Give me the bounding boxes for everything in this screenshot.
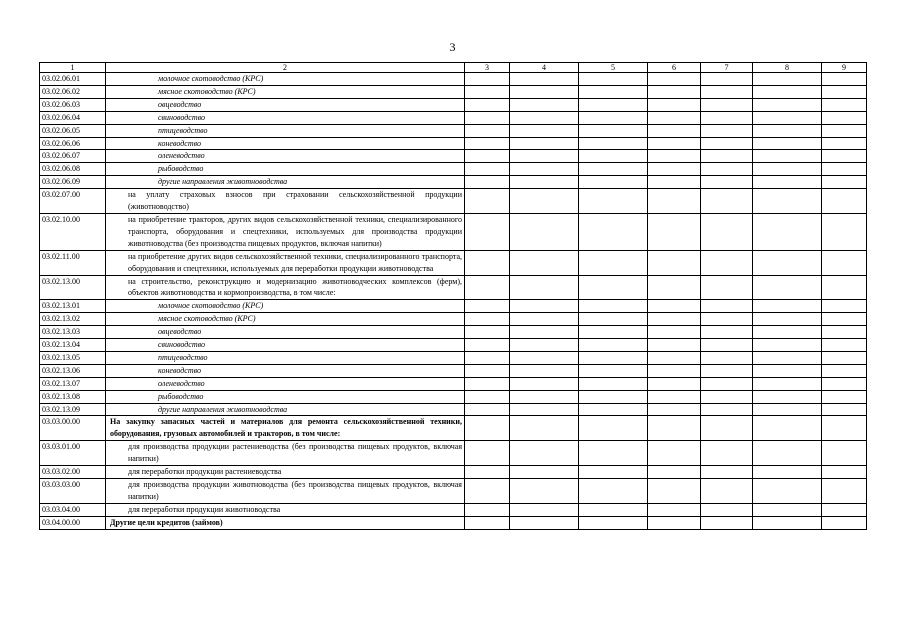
empty-cell-col-6 — [648, 73, 701, 86]
table-row — [40, 403, 867, 416]
empty-cell-col-8 — [753, 351, 822, 364]
row-description: для производства продукции животноводства (без производства пищевых продуктов, включая напитки) — [106, 479, 465, 504]
empty-cell-col-9 — [822, 176, 867, 189]
empty-cell-col-6 — [648, 300, 701, 313]
empty-cell-col-8 — [753, 189, 822, 214]
header-col-7: 7 — [701, 63, 753, 73]
row-code: 03.02.06.07 — [40, 150, 106, 163]
empty-cell-col-3 — [465, 479, 510, 504]
empty-cell-col-9 — [822, 300, 867, 313]
empty-cell-col-7 — [701, 390, 753, 403]
empty-cell-col-6 — [648, 390, 701, 403]
empty-cell-col-3 — [465, 137, 510, 150]
empty-cell-col-7 — [701, 503, 753, 516]
empty-cell-col-5 — [579, 503, 648, 516]
empty-cell-col-9 — [822, 441, 867, 466]
empty-cell-col-9 — [822, 479, 867, 504]
row-code: 03.02.13.05 — [40, 351, 106, 364]
empty-cell-col-4 — [510, 403, 579, 416]
empty-cell-col-5 — [579, 189, 648, 214]
row-code: 03.02.06.09 — [40, 176, 106, 189]
empty-cell-col-8 — [753, 339, 822, 352]
empty-cell-col-5 — [579, 466, 648, 479]
empty-cell-col-3 — [465, 339, 510, 352]
row-description: птицеводство — [106, 351, 465, 364]
row-description: на строительство, реконструкцию и модернизацию животноводческих комплексов (ферм), объектов животноводства и кормопроизводства, в том числе: — [106, 275, 465, 300]
table-row — [40, 326, 867, 339]
empty-cell-col-9 — [822, 377, 867, 390]
empty-cell-col-8 — [753, 150, 822, 163]
row-code: 03.02.07.00 — [40, 189, 106, 214]
empty-cell-col-6 — [648, 416, 701, 441]
empty-cell-col-6 — [648, 351, 701, 364]
row-description: молочное скотоводство (КРС) — [106, 73, 465, 86]
empty-cell-col-3 — [465, 163, 510, 176]
empty-cell-col-8 — [753, 163, 822, 176]
empty-cell-col-4 — [510, 351, 579, 364]
header-col-8: 8 — [753, 63, 822, 73]
empty-cell-col-8 — [753, 403, 822, 416]
empty-cell-col-6 — [648, 176, 701, 189]
empty-cell-col-9 — [822, 98, 867, 111]
empty-cell-col-5 — [579, 479, 648, 504]
empty-cell-col-8 — [753, 85, 822, 98]
empty-cell-col-5 — [579, 137, 648, 150]
empty-cell-col-9 — [822, 390, 867, 403]
table-row — [40, 479, 867, 504]
empty-cell-col-8 — [753, 479, 822, 504]
row-code: 03.03.02.00 — [40, 466, 106, 479]
empty-cell-col-4 — [510, 313, 579, 326]
empty-cell-col-4 — [510, 98, 579, 111]
empty-cell-col-4 — [510, 300, 579, 313]
empty-cell-col-3 — [465, 124, 510, 137]
empty-cell-col-7 — [701, 189, 753, 214]
table-row — [40, 416, 867, 441]
empty-cell-col-4 — [510, 85, 579, 98]
empty-cell-col-4 — [510, 326, 579, 339]
empty-cell-col-6 — [648, 479, 701, 504]
empty-cell-col-3 — [465, 390, 510, 403]
empty-cell-col-7 — [701, 339, 753, 352]
empty-cell-col-9 — [822, 213, 867, 250]
empty-cell-col-4 — [510, 150, 579, 163]
row-description: коневодство — [106, 364, 465, 377]
empty-cell-col-4 — [510, 137, 579, 150]
table-row — [40, 111, 867, 124]
empty-cell-col-4 — [510, 441, 579, 466]
row-description: свиноводство — [106, 339, 465, 352]
header-col-5: 5 — [579, 63, 648, 73]
table-row — [40, 213, 867, 250]
empty-cell-col-3 — [465, 213, 510, 250]
empty-cell-col-7 — [701, 111, 753, 124]
empty-cell-col-6 — [648, 189, 701, 214]
empty-cell-col-7 — [701, 326, 753, 339]
empty-cell-col-7 — [701, 250, 753, 275]
empty-cell-col-3 — [465, 150, 510, 163]
table-row — [40, 98, 867, 111]
empty-cell-col-7 — [701, 213, 753, 250]
table-row — [40, 163, 867, 176]
empty-cell-col-5 — [579, 377, 648, 390]
empty-cell-col-5 — [579, 176, 648, 189]
row-description: другие направления животноводства — [106, 176, 465, 189]
row-code: 03.03.01.00 — [40, 441, 106, 466]
empty-cell-col-7 — [701, 479, 753, 504]
empty-cell-col-6 — [648, 275, 701, 300]
row-code: 03.03.04.00 — [40, 503, 106, 516]
row-description: на приобретение тракторов, других видов сельскохозяйственной техники, специализированного транспорта, оборудования и спецтехники, используемых для производства продукции животноводства (без производства пищевых продуктов, включая напитки) — [106, 213, 465, 250]
empty-cell-col-9 — [822, 275, 867, 300]
empty-cell-col-3 — [465, 85, 510, 98]
empty-cell-col-5 — [579, 326, 648, 339]
empty-cell-col-6 — [648, 441, 701, 466]
row-description: овцеводство — [106, 326, 465, 339]
empty-cell-col-5 — [579, 213, 648, 250]
empty-cell-col-7 — [701, 441, 753, 466]
empty-cell-col-5 — [579, 339, 648, 352]
row-code: 03.02.06.01 — [40, 73, 106, 86]
empty-cell-col-9 — [822, 313, 867, 326]
empty-cell-col-3 — [465, 111, 510, 124]
header-col-9: 9 — [822, 63, 867, 73]
empty-cell-col-8 — [753, 516, 822, 529]
empty-cell-col-4 — [510, 364, 579, 377]
empty-cell-col-9 — [822, 351, 867, 364]
empty-cell-col-5 — [579, 441, 648, 466]
empty-cell-col-8 — [753, 416, 822, 441]
empty-cell-col-7 — [701, 176, 753, 189]
empty-cell-col-3 — [465, 377, 510, 390]
empty-cell-col-4 — [510, 163, 579, 176]
empty-cell-col-7 — [701, 163, 753, 176]
empty-cell-col-8 — [753, 441, 822, 466]
empty-cell-col-8 — [753, 377, 822, 390]
empty-cell-col-3 — [465, 364, 510, 377]
empty-cell-col-9 — [822, 189, 867, 214]
empty-cell-col-8 — [753, 111, 822, 124]
empty-cell-col-6 — [648, 85, 701, 98]
row-description: оленеводство — [106, 150, 465, 163]
row-code: 03.02.10.00 — [40, 213, 106, 250]
row-description: Другие цели кредитов (займов) — [106, 516, 465, 529]
row-description: молочное скотоводство (КРС) — [106, 300, 465, 313]
row-code: 03.02.13.01 — [40, 300, 106, 313]
empty-cell-col-3 — [465, 403, 510, 416]
empty-cell-col-5 — [579, 275, 648, 300]
row-description: свиноводство — [106, 111, 465, 124]
empty-cell-col-6 — [648, 163, 701, 176]
empty-cell-col-4 — [510, 176, 579, 189]
empty-cell-col-6 — [648, 503, 701, 516]
empty-cell-col-8 — [753, 137, 822, 150]
empty-cell-col-6 — [648, 466, 701, 479]
row-description: другие направления животноводства — [106, 403, 465, 416]
table-row — [40, 503, 867, 516]
table-row — [40, 176, 867, 189]
empty-cell-col-5 — [579, 73, 648, 86]
empty-cell-col-6 — [648, 364, 701, 377]
empty-cell-col-6 — [648, 516, 701, 529]
empty-cell-col-6 — [648, 111, 701, 124]
empty-cell-col-7 — [701, 124, 753, 137]
row-description: рыбоводство — [106, 390, 465, 403]
table-row — [40, 339, 867, 352]
empty-cell-col-9 — [822, 339, 867, 352]
row-code: 03.02.13.03 — [40, 326, 106, 339]
empty-cell-col-3 — [465, 516, 510, 529]
empty-cell-col-9 — [822, 150, 867, 163]
empty-cell-col-3 — [465, 416, 510, 441]
empty-cell-col-3 — [465, 441, 510, 466]
table-row — [40, 466, 867, 479]
empty-cell-col-4 — [510, 516, 579, 529]
row-code: 03.02.06.05 — [40, 124, 106, 137]
empty-cell-col-7 — [701, 150, 753, 163]
empty-cell-col-6 — [648, 339, 701, 352]
empty-cell-col-7 — [701, 466, 753, 479]
table-body — [40, 73, 867, 530]
empty-cell-col-7 — [701, 275, 753, 300]
empty-cell-col-4 — [510, 250, 579, 275]
row-description: мясное скотоводство (КРС) — [106, 85, 465, 98]
empty-cell-col-7 — [701, 98, 753, 111]
empty-cell-col-3 — [465, 351, 510, 364]
header-col-4: 4 — [510, 63, 579, 73]
empty-cell-col-9 — [822, 85, 867, 98]
row-code: 03.02.06.02 — [40, 85, 106, 98]
empty-cell-col-6 — [648, 213, 701, 250]
header-col-1: 1 — [40, 63, 106, 73]
empty-cell-col-3 — [465, 250, 510, 275]
row-code: 03.02.13.04 — [40, 339, 106, 352]
row-code: 03.02.06.06 — [40, 137, 106, 150]
empty-cell-col-7 — [701, 85, 753, 98]
row-description: для переработки продукции растениеводства — [106, 466, 465, 479]
table-row — [40, 85, 867, 98]
row-description: оленеводство — [106, 377, 465, 390]
empty-cell-col-6 — [648, 98, 701, 111]
empty-cell-col-4 — [510, 73, 579, 86]
empty-cell-col-8 — [753, 98, 822, 111]
empty-cell-col-5 — [579, 351, 648, 364]
empty-cell-col-9 — [822, 73, 867, 86]
empty-cell-col-4 — [510, 275, 579, 300]
empty-cell-col-4 — [510, 503, 579, 516]
empty-cell-col-7 — [701, 351, 753, 364]
row-code: 03.02.06.03 — [40, 98, 106, 111]
empty-cell-col-8 — [753, 176, 822, 189]
table-row — [40, 73, 867, 86]
empty-cell-col-7 — [701, 416, 753, 441]
empty-cell-col-4 — [510, 390, 579, 403]
empty-cell-col-6 — [648, 326, 701, 339]
empty-cell-col-4 — [510, 189, 579, 214]
empty-cell-col-8 — [753, 313, 822, 326]
empty-cell-col-8 — [753, 466, 822, 479]
row-description: мясное скотоводство (КРС) — [106, 313, 465, 326]
empty-cell-col-8 — [753, 503, 822, 516]
table-row — [40, 516, 867, 529]
empty-cell-col-3 — [465, 300, 510, 313]
table-row — [40, 137, 867, 150]
empty-cell-col-9 — [822, 503, 867, 516]
empty-cell-col-7 — [701, 377, 753, 390]
empty-cell-col-9 — [822, 326, 867, 339]
empty-cell-col-9 — [822, 137, 867, 150]
empty-cell-col-8 — [753, 213, 822, 250]
empty-cell-col-9 — [822, 250, 867, 275]
empty-cell-col-9 — [822, 124, 867, 137]
table-row — [40, 351, 867, 364]
empty-cell-col-6 — [648, 150, 701, 163]
row-code: 03.02.13.09 — [40, 403, 106, 416]
empty-cell-col-3 — [465, 176, 510, 189]
table-row — [40, 150, 867, 163]
empty-cell-col-9 — [822, 516, 867, 529]
row-description: птицеводство — [106, 124, 465, 137]
empty-cell-col-5 — [579, 516, 648, 529]
empty-cell-col-6 — [648, 377, 701, 390]
empty-cell-col-6 — [648, 250, 701, 275]
empty-cell-col-5 — [579, 403, 648, 416]
empty-cell-col-3 — [465, 503, 510, 516]
empty-cell-col-5 — [579, 98, 648, 111]
empty-cell-col-6 — [648, 124, 701, 137]
empty-cell-col-6 — [648, 403, 701, 416]
empty-cell-col-9 — [822, 416, 867, 441]
row-description: на уплату страховых взносов при страховании сельскохозяйственной продукции (животноводство) — [106, 189, 465, 214]
empty-cell-col-4 — [510, 339, 579, 352]
empty-cell-col-9 — [822, 163, 867, 176]
header-col-2: 2 — [106, 63, 465, 73]
empty-cell-col-7 — [701, 313, 753, 326]
row-code: 03.03.00.00 — [40, 416, 106, 441]
empty-cell-col-8 — [753, 73, 822, 86]
row-code: 03.02.11.00 — [40, 250, 106, 275]
row-code: 03.02.13.06 — [40, 364, 106, 377]
empty-cell-col-5 — [579, 313, 648, 326]
empty-cell-col-4 — [510, 377, 579, 390]
empty-cell-col-3 — [465, 326, 510, 339]
table-row — [40, 390, 867, 403]
row-description: коневодство — [106, 137, 465, 150]
table-row — [40, 250, 867, 275]
empty-cell-col-4 — [510, 111, 579, 124]
header-col-6: 6 — [648, 63, 701, 73]
empty-cell-col-6 — [648, 313, 701, 326]
empty-cell-col-5 — [579, 300, 648, 313]
row-description: для производства продукции растениеводства (без производства пищевых продуктов, включая напитки) — [106, 441, 465, 466]
table-row — [40, 189, 867, 214]
empty-cell-col-8 — [753, 326, 822, 339]
row-description: На закупку запасных частей и материалов для ремонта сельскохозяйственной техники, оборудования, грузовых автомобилей и тракторов, в том числе: — [106, 416, 465, 441]
row-description: для переработки продукции животноводства — [106, 503, 465, 516]
empty-cell-col-9 — [822, 403, 867, 416]
empty-cell-col-6 — [648, 137, 701, 150]
empty-cell-col-8 — [753, 300, 822, 313]
table-header-row — [40, 63, 867, 73]
empty-cell-col-9 — [822, 466, 867, 479]
page-number: 3 — [449, 40, 456, 54]
row-code: 03.02.06.08 — [40, 163, 106, 176]
empty-cell-col-7 — [701, 300, 753, 313]
row-description: овцеводство — [106, 98, 465, 111]
empty-cell-col-4 — [510, 479, 579, 504]
row-description: на приобретение других видов сельскохозяйственной техники, специализированного транспорта, оборудования и спецтехники, используемых для переработки продукции животноводства — [106, 250, 465, 275]
empty-cell-col-5 — [579, 250, 648, 275]
empty-cell-col-5 — [579, 364, 648, 377]
empty-cell-col-5 — [579, 111, 648, 124]
empty-cell-col-4 — [510, 213, 579, 250]
table-row — [40, 377, 867, 390]
table-row — [40, 275, 867, 300]
empty-cell-col-3 — [465, 313, 510, 326]
empty-cell-col-3 — [465, 466, 510, 479]
empty-cell-col-4 — [510, 124, 579, 137]
table-row — [40, 364, 867, 377]
credit-purposes-table — [39, 62, 867, 530]
empty-cell-col-5 — [579, 150, 648, 163]
empty-cell-col-8 — [753, 250, 822, 275]
empty-cell-col-3 — [465, 189, 510, 214]
empty-cell-col-8 — [753, 124, 822, 137]
row-code: 03.04.00.00 — [40, 516, 106, 529]
table-row — [40, 124, 867, 137]
row-code: 03.02.06.04 — [40, 111, 106, 124]
empty-cell-col-8 — [753, 275, 822, 300]
empty-cell-col-5 — [579, 124, 648, 137]
empty-cell-col-3 — [465, 275, 510, 300]
empty-cell-col-8 — [753, 390, 822, 403]
empty-cell-col-5 — [579, 416, 648, 441]
table-row — [40, 300, 867, 313]
empty-cell-col-9 — [822, 111, 867, 124]
empty-cell-col-7 — [701, 516, 753, 529]
empty-cell-col-9 — [822, 364, 867, 377]
empty-cell-col-3 — [465, 98, 510, 111]
empty-cell-col-7 — [701, 73, 753, 86]
empty-cell-col-8 — [753, 364, 822, 377]
row-code: 03.03.03.00 — [40, 479, 106, 504]
row-code: 03.02.13.08 — [40, 390, 106, 403]
table-row — [40, 441, 867, 466]
empty-cell-col-3 — [465, 73, 510, 86]
empty-cell-col-7 — [701, 364, 753, 377]
row-description: рыбоводство — [106, 163, 465, 176]
row-code: 03.02.13.00 — [40, 275, 106, 300]
empty-cell-col-4 — [510, 466, 579, 479]
empty-cell-col-4 — [510, 416, 579, 441]
empty-cell-col-5 — [579, 85, 648, 98]
empty-cell-col-7 — [701, 137, 753, 150]
row-code: 03.02.13.02 — [40, 313, 106, 326]
empty-cell-col-5 — [579, 390, 648, 403]
table-row — [40, 313, 867, 326]
empty-cell-col-5 — [579, 163, 648, 176]
row-code: 03.02.13.07 — [40, 377, 106, 390]
empty-cell-col-7 — [701, 403, 753, 416]
header-col-3: 3 — [465, 63, 510, 73]
